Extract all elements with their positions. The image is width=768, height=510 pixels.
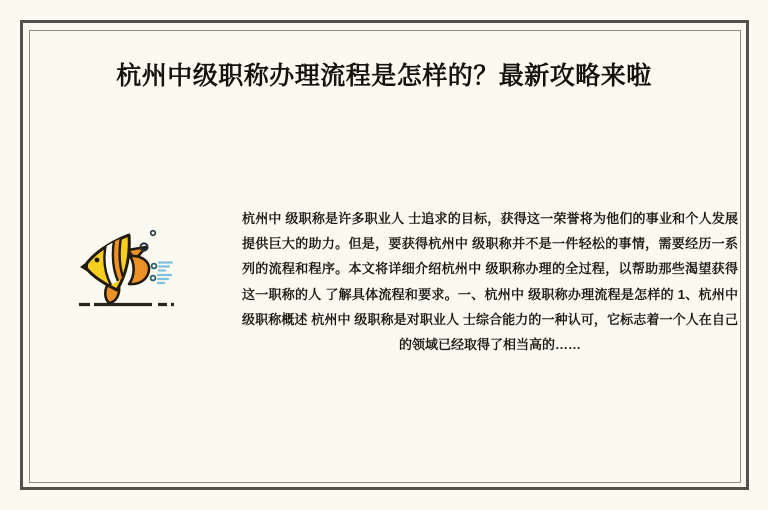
article-title: 杭州中级职称办理流程是怎样的？最新攻略来啦: [116, 62, 652, 90]
article-body: 杭州中 级职称是许多职业人 士追求的目标，获得这一荣誉将为他们的事业和个人发展提供巨大的助力。但是，要获得杭州中 级职称并不是一件轻松的事情，需要经历一系列的流程和程序。本文将详细介绍杭州中 级职称办理的全过程，以帮助那些渴望获得这一职称的人 了解具体流程和要求。一、杭州中 级职称办理流程是怎样的 1、杭州中 级职称概述 杭州中 级职称是对职业人 士综合能力的一种认可，它标志着一个人在自己的领域已经取得了相当高的……: [242, 211, 738, 353]
tropical-fish-icon: [72, 198, 176, 312]
fish-illustration: [72, 198, 176, 312]
